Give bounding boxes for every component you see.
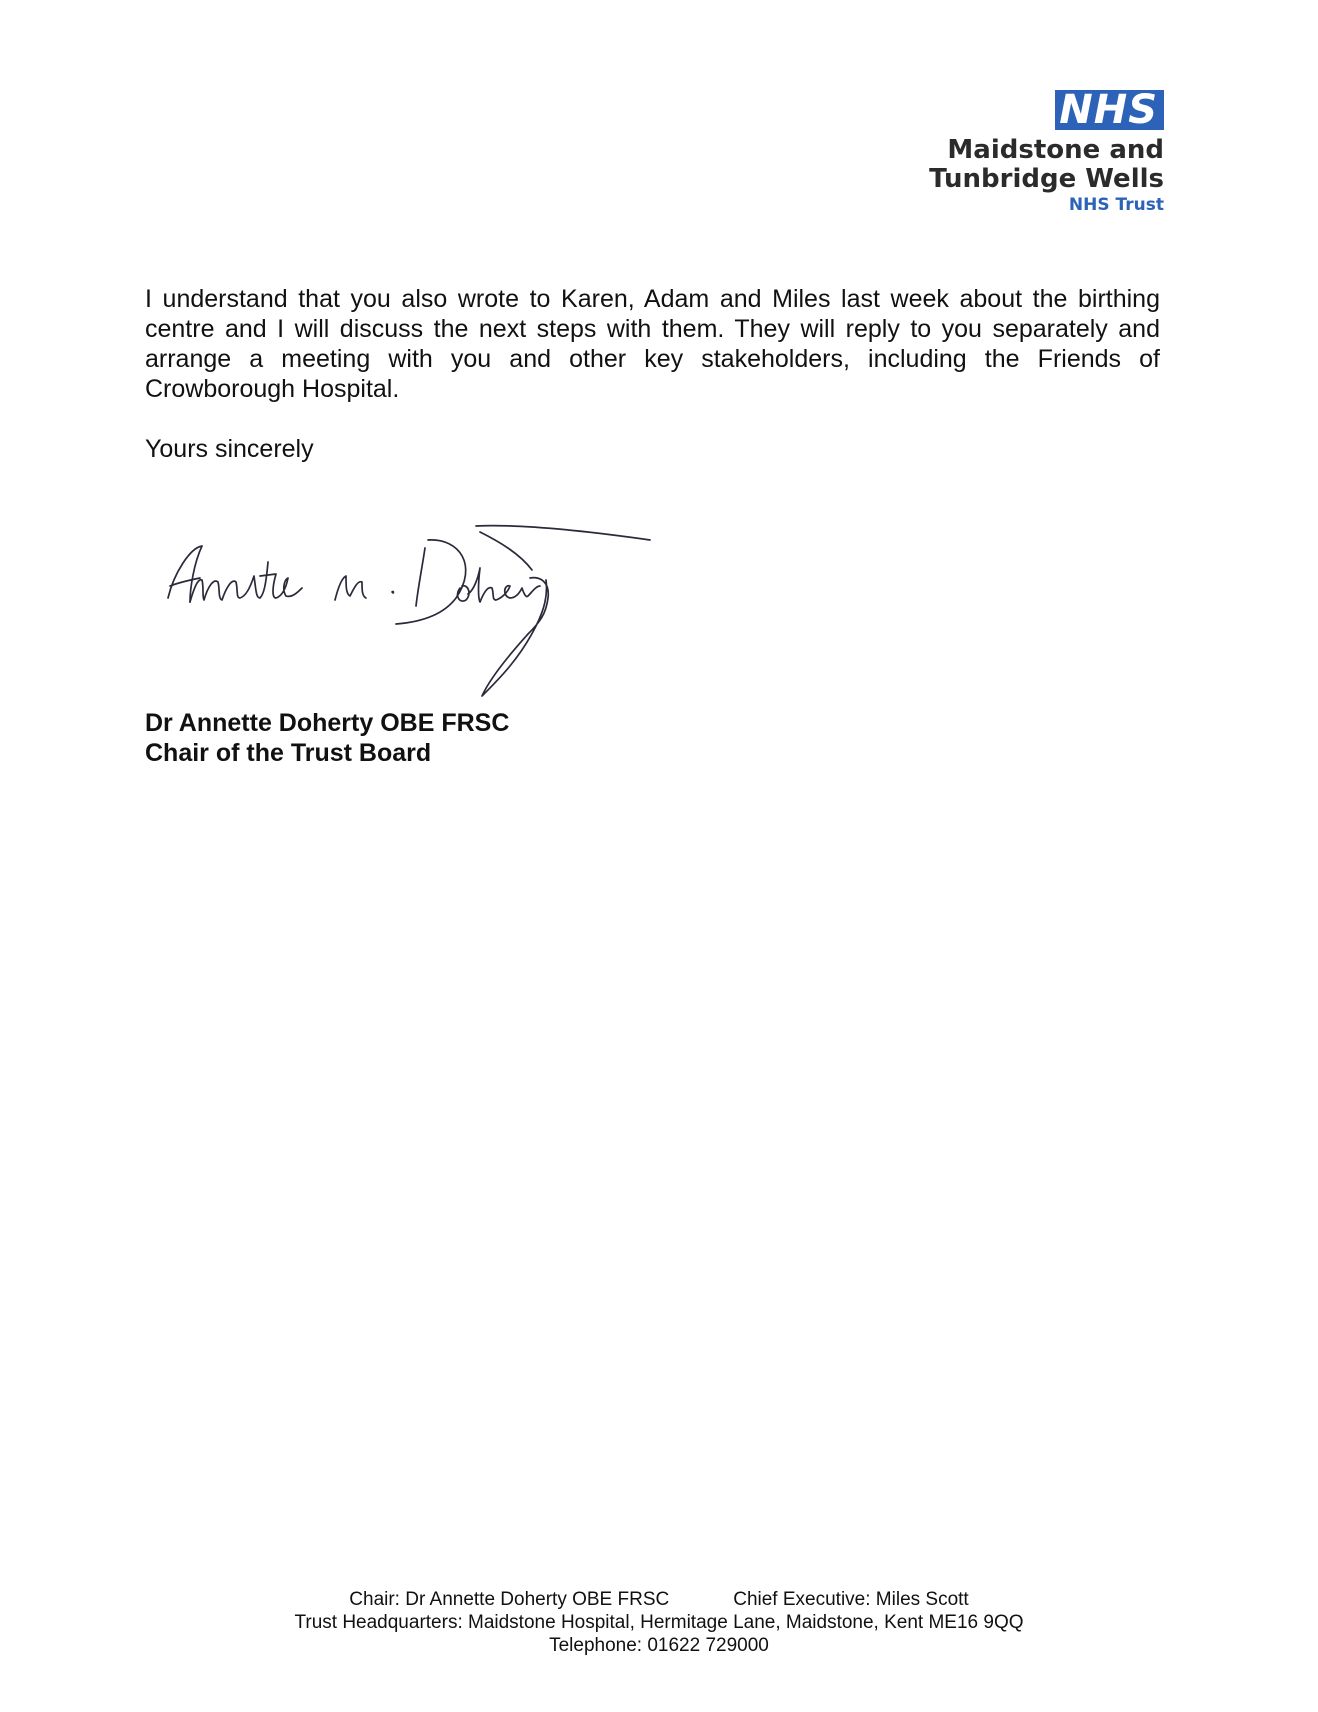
org-name-line-1: Maidstone and [947, 135, 1164, 165]
footer-telephone: Telephone: 01622 729000 [549, 1635, 769, 1656]
signer-title: Chair of the Trust Board [145, 739, 432, 767]
org-name-line-3: NHS Trust [1068, 195, 1164, 215]
letter-closing: Yours sincerely [145, 435, 314, 463]
footer-headquarters: Trust Headquarters: Maidstone Hospital, Hermitage Lane, Maidstone, Kent ME16 9QQ [294, 1612, 1024, 1633]
signer-block [145, 708, 509, 768]
org-name-line-2: Tunbridge Wells [929, 164, 1164, 194]
footer-chief-executive: Chief Executive: Miles Scott [733, 1589, 969, 1610]
letter-footer [0, 1588, 1318, 1657]
letter-paragraph: I understand that you also wrote to Karen, Adam and Miles last week about the birthing centre and I will discuss the next steps with them. They will reply to you separately and arrange a meeting with you and other key stakeholders, including the Friends of Crowborough Hospital. [145, 285, 1160, 403]
footer-chair: Chair: Dr Annette Doherty OBE FRSC [349, 1589, 670, 1610]
nhs-trust-logo [929, 87, 1164, 216]
handwritten-signature [160, 518, 670, 703]
footer-line-1 [0, 1588, 1318, 1611]
signer-name: Dr Annette Doherty OBE FRSC [145, 709, 510, 737]
nhs-logo-badge: NHS [1055, 90, 1164, 130]
